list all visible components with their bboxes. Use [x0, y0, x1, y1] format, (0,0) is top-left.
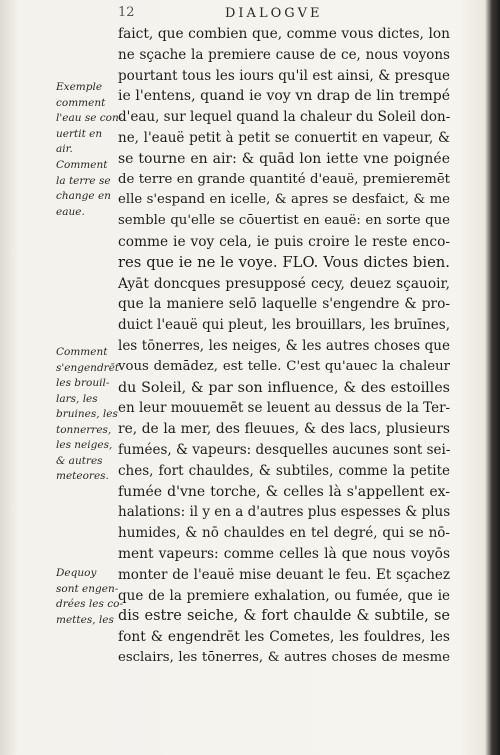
margin-note-line: Exemple [56, 81, 103, 93]
text-line: dis estre seiche, & fort chaulde & subtile, se [118, 608, 450, 625]
margin-note-line: drées les co- [56, 598, 123, 610]
margin-note-line: s'engendrēt [56, 361, 120, 374]
margin-note-line: tonnerres, [56, 423, 112, 436]
text-line: ment vapeurs: comme celles là que nous voyōs [118, 545, 450, 562]
margin-note-cometes [56, 566, 123, 628]
text-line: ne, l'eauë petit à petit se conuertit en vapeur, & [118, 129, 450, 146]
text-line: re, de la mer, des fleuues, & des lacs, plusieurs [118, 421, 450, 438]
body-text [118, 24, 450, 669]
text-line: humides, & nō chauldes en tel degré, qui se nō- [118, 525, 450, 542]
text-line: ne sçache la premiere cause de ce, nous voyons [118, 46, 450, 63]
text-line: semble qu'elle se cōuertist en eauë: en sorte que [118, 213, 450, 229]
text-line: les tōnerres, les neiges, & les autres choses que [118, 337, 450, 354]
margin-note-line: bruines, les [56, 408, 118, 420]
text-line: elle s'espand en icelle, & apres se desfaict, & me [118, 192, 450, 208]
text-line: monter de l'eauë mise deuant le feu. Et sçachez [118, 566, 450, 583]
margin-note-line: mettes, les [56, 613, 114, 626]
margin-note-line: & autres [56, 454, 103, 467]
text-line: de terre en grande quantité d'eauë, premieremēt [118, 171, 450, 187]
margin-note-line: lars, les [56, 392, 98, 405]
margin-note-line: les brouil- [56, 377, 110, 389]
margin-note-terre [56, 158, 116, 220]
margin-note-line: change en [56, 190, 111, 202]
margin-note-line: sont engen- [56, 582, 119, 595]
margin-note-line: eaue. [56, 205, 85, 218]
margin-note-line: Dequoy [56, 567, 97, 579]
text-line: faict, que combien que, comme vous dictes, lon [118, 26, 450, 42]
text-line: en leur mouuemēt se leuent au dessus de la Ter- [118, 400, 451, 417]
margin-note-line: Comment [56, 159, 108, 171]
text-line: font & engendrēt les Cometes, les fouldres, les [118, 629, 450, 646]
text-line: vous demādez, est telle. C'est qu'auec la chaleur [118, 358, 450, 374]
text-line: se tourne en air: & quād lon iette vne poignée [118, 150, 450, 167]
margin-note-line: air. [56, 143, 73, 155]
margin-note-line: uertit en [56, 127, 103, 140]
margin-note-meteores [56, 345, 120, 485]
margin-note-exemple [56, 80, 123, 158]
margin-note-line: l'eau se con- [56, 112, 123, 124]
margin-note-line: meteores. [56, 470, 109, 482]
text-line: fumée d'vne torche, & celles là s'appellent ex- [118, 483, 450, 500]
margin-note-line: comment [56, 96, 106, 109]
text-line: ie l'entens, quand ie voy vn drap de lin trempé [118, 88, 450, 105]
text-line: pourtant tous les iours qu'il est ainsi, & presque [118, 67, 450, 84]
text-line: ches, fort chauldes, & subtiles, comme la petite [118, 462, 450, 479]
page-number: 12 [118, 5, 135, 20]
running-title: DIALOGVE [225, 6, 323, 21]
text-line: que la maniere selō laquelle s'engendre & pro- [118, 296, 450, 313]
text-line: duict l'eauë qui pleut, les brouillars, les bruīnes, [118, 317, 450, 334]
margin-note-line: Comment [56, 346, 108, 358]
text-line: fumées, & vapeurs: desquelles aucunes sont sei- [118, 441, 451, 458]
text-line: esclairs, les tōnerres, & autres choses de mesme [118, 649, 450, 665]
text-line: halations: il y en a d'autres plus espesses & plus [118, 504, 451, 521]
text-line: res que ie ne le voye. FLO. Vous dictes bien. [118, 253, 450, 271]
text-line: du Soleil, & par son influence, & des estoilles [118, 379, 450, 396]
text-line: Ayāt doncques presupposé cecy, deuez sçauoir, [118, 275, 450, 292]
margin-note-line: la terre se [56, 174, 111, 187]
text-line: comme ie voy cela, ie puis croire le reste enco- [118, 233, 450, 250]
text-line: que de la premiere exhalation, ou fumée, que ie [118, 587, 450, 604]
margin-note-line: les neiges, [56, 439, 113, 451]
text-line: d'eau, sur lequel quand la chaleur du Soleil don- [118, 109, 451, 126]
